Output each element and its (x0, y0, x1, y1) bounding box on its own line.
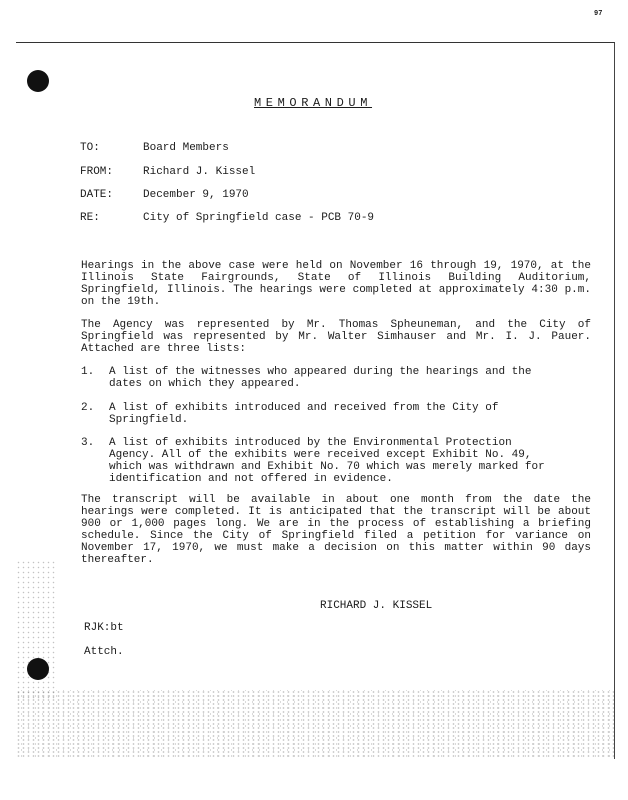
from-value: Richard J. Kissel (143, 166, 256, 178)
date-label: DATE: (80, 189, 114, 201)
attachment-note: Attch. (84, 646, 124, 658)
memo-title: MEMORANDUM (254, 96, 373, 110)
paragraph-transcript: The transcript will be available in about one month from the date the hearings were completed. It is anticipated that the transcript will be about 900 or 1,000 pages long. We are in the process of establishing a briefing schedule. Since the City of Springfield filed a petition for variance on November 17, 1970, we must make a decision on this matter within 90 days thereafter. (81, 494, 591, 566)
signature-name: RICHARD J. KISSEL (320, 600, 433, 612)
list-number: 2. (81, 402, 95, 414)
re-value: City of Springfield case - PCB 70-9 (143, 212, 375, 224)
page-corner-mark: 97 (594, 10, 603, 18)
paragraph-representation: The Agency was represented by Mr. Thomas Spheuneman, and the City of Springfield was represented by Mr. Walter Simhauser and Mr. I. J. Pauer. Attached are three lists: (81, 319, 591, 355)
punch-hole-top (27, 70, 49, 92)
punch-hole-bottom (27, 658, 49, 680)
re-label: RE: (80, 212, 100, 224)
list-text: A list of exhibits introduced and received from the City of Springfield. (109, 402, 499, 426)
to-label: TO: (80, 142, 100, 154)
list-number: 1. (81, 366, 95, 378)
scan-noise-bottom (16, 690, 614, 758)
paragraph-hearings: Hearings in the above case were held on November 16 through 19, 1970, at the Illinois State Fairgrounds, State of Illinois Building Auditorium, Springfield, Illinois. The hearings were completed at approximately 4:30 p.m. on the 19th. (81, 260, 591, 308)
list-text: A list of exhibits introduced by the Environmental Protection Agency. All of the exhibits were received except Exhibit No. 49, which was withdrawn and Exhibit No. 70 which was merely marked for identification and not offered in evidence. (109, 437, 545, 485)
date-value: December 9, 1970 (143, 189, 249, 201)
list-number: 3. (81, 437, 95, 449)
to-value: Board Members (143, 142, 229, 154)
list-text: A list of the witnesses who appeared during the hearings and the dates on which they appeared. (109, 366, 532, 390)
typist-initials: RJK:bt (84, 622, 124, 634)
from-label: FROM: (80, 166, 114, 178)
